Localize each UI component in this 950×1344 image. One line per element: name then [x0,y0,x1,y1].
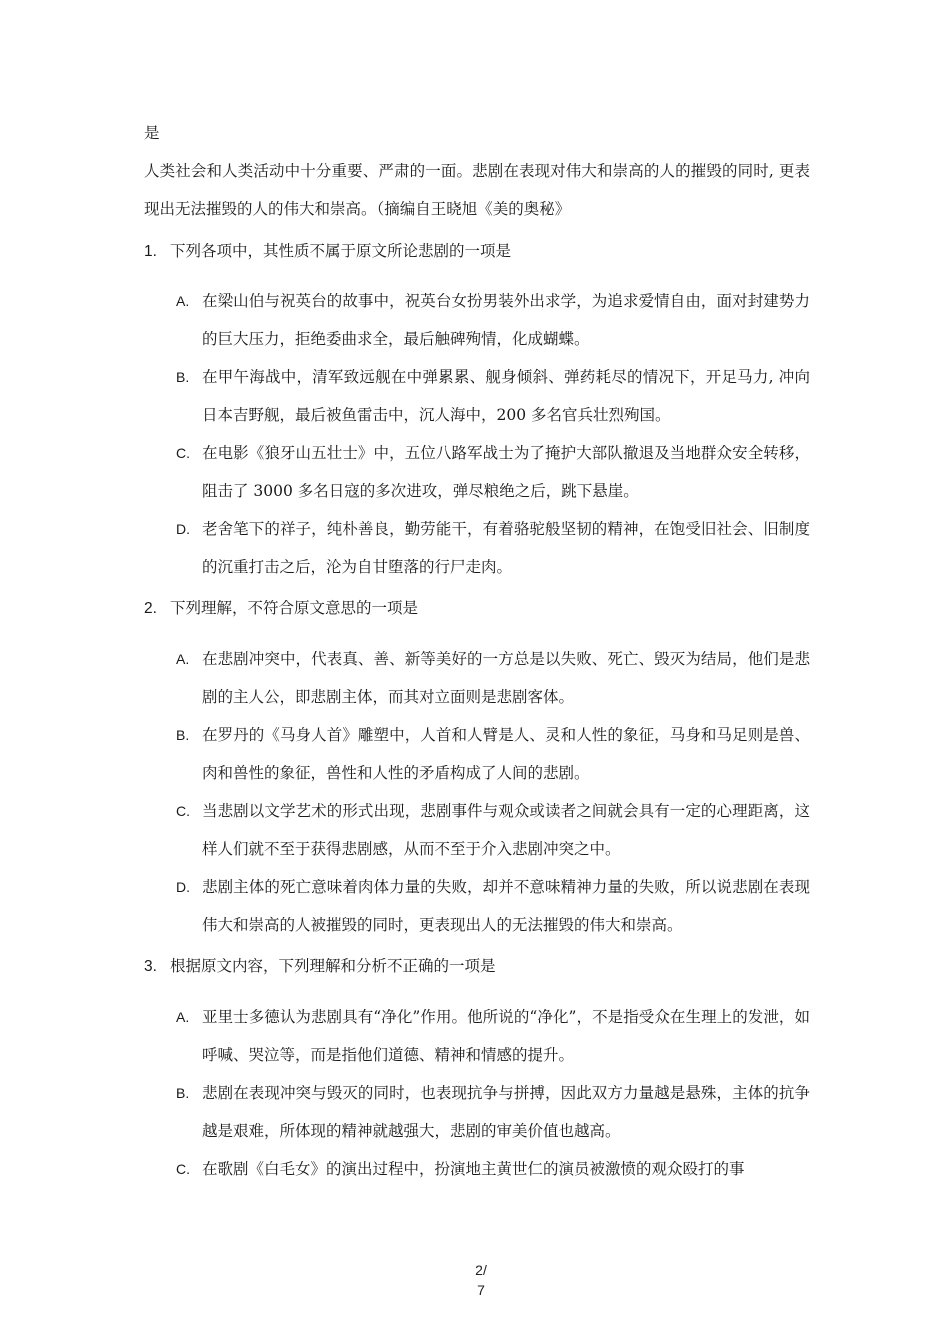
option-text: 在甲午海战中，清军致远舰在中弹累累、舰身倾斜、弹药耗尽的情况下，开足马力, 冲向日本吉野舰，最后被鱼雷击中，沉人海中，200 多名官兵壮烈殉国。 [202,368,810,424]
option-text: 亚里士多德认为悲剧具有“净化”作用。他所说的“净化”，不是指受众在生理上的发泄，如呼喊、哭泣等，而是指他们道德、精神和情感的提升。 [202,1008,810,1064]
question-3-option-a [176,998,810,1074]
option-label: A. [176,1009,190,1025]
question-1 [144,239,810,264]
question-stem: 下列各项中，其性质不属于原文所论悲剧的一项是 [170,242,512,260]
option-label: C. [176,1161,190,1177]
option-text: 在梁山伯与祝英台的故事中，祝英台女扮男装外出求学，为追求爱情自由，面对封建势力的巨大压力，拒绝委曲求全，最后触碑殉情，化成蝴蝶。 [202,292,810,348]
option-label: A. [176,293,190,309]
question-number: 1. [144,243,157,260]
question-number: 2. [144,600,157,617]
option-label: B. [176,1085,190,1101]
question-1-option-d [176,510,810,586]
intro-first-line: 是 [144,124,160,142]
option-label: B. [176,727,190,743]
question-1-option-b [176,358,810,434]
option-text: 当悲剧以文学艺术的形式出现，悲剧事件与观众或读者之间就会具有一定的心理距离，这样人们就不至于获得悲剧感，从而不至于介入悲剧冲突之中。 [202,802,810,858]
option-label: A. [176,651,190,667]
option-text: 在悲剧冲突中，代表真、善、新等美好的一方总是以失败、死亡、毁灭为结局，他们是悲剧的主人公，即悲剧主体，而其对立面则是悲剧客体。 [202,650,810,706]
option-text: 在歌剧《白毛女》的演出过程中，扮演地主黄世仁的演员被激愤的观众殴打的事 [202,1160,745,1178]
question-3 [144,954,810,979]
option-label: B. [176,369,190,385]
question-stem: 根据原文内容，下列理解和分析不正确的一项是 [170,957,496,975]
question-2-option-c [176,792,810,868]
question-2-option-d [176,868,810,944]
page-number-current: 2/ [475,1262,487,1278]
page-number [0,1260,950,1300]
question-number: 3. [144,958,157,975]
question-stem: 下列理解，不符合原文意思的一项是 [170,599,419,617]
option-text: 老舍笔下的祥子，纯朴善良，勤劳能干，有着骆驼般坚韧的精神，在饱受旧社会、旧制度的沉重打击之后，沦为自甘堕落的行尸走肉。 [202,520,810,576]
question-3-option-c [176,1150,810,1188]
question-3-option-b [176,1074,810,1150]
option-label: C. [176,803,190,819]
option-label: D. [176,521,190,537]
option-label: C. [176,445,190,461]
option-text: 在电影《狼牙山五壮士》中，五位八路军战士为了掩护大部队撤退及当地群众安全转移，阻击了 3000 多名日寇的多次进攻，弹尽粮绝之后，跳下悬崖。 [202,444,810,500]
question-1-option-c [176,434,810,510]
intro-paragraph: 人类社会和人类活动中十分重要、严肃的一面。悲剧在表现对伟大和崇高的人的摧毁的同时, 更表现出无法摧毁的人的伟大和崇高。（摘编自王晓旭《美的奥秘》 [144,162,810,218]
question-1-option-a [176,282,810,358]
option-text: 在罗丹的《马身人首》雕塑中，人首和人臂是人、灵和人性的象征，马身和马足则是兽、肉和兽性的象征，兽性和人性的矛盾构成了人间的悲剧。 [202,726,810,782]
page-number-total: 7 [477,1282,485,1298]
option-label: D. [176,879,190,895]
question-2-option-a [176,640,810,716]
option-text: 悲剧主体的死亡意味着肉体力量的失败，却并不意味精神力量的失败，所以说悲剧在表现伟大和崇高的人被摧毁的同时，更表现出人的无法摧毁的伟大和崇高。 [202,878,810,934]
question-2-option-b [176,716,810,792]
option-text: 悲剧在表现冲突与毁灭的同时，也表现抗争与拼搏，因此双方力量越是悬殊，主体的抗争越是艰难，所体现的精神就越强大，悲剧的审美价值也越高。 [202,1084,810,1140]
question-2 [144,596,810,621]
